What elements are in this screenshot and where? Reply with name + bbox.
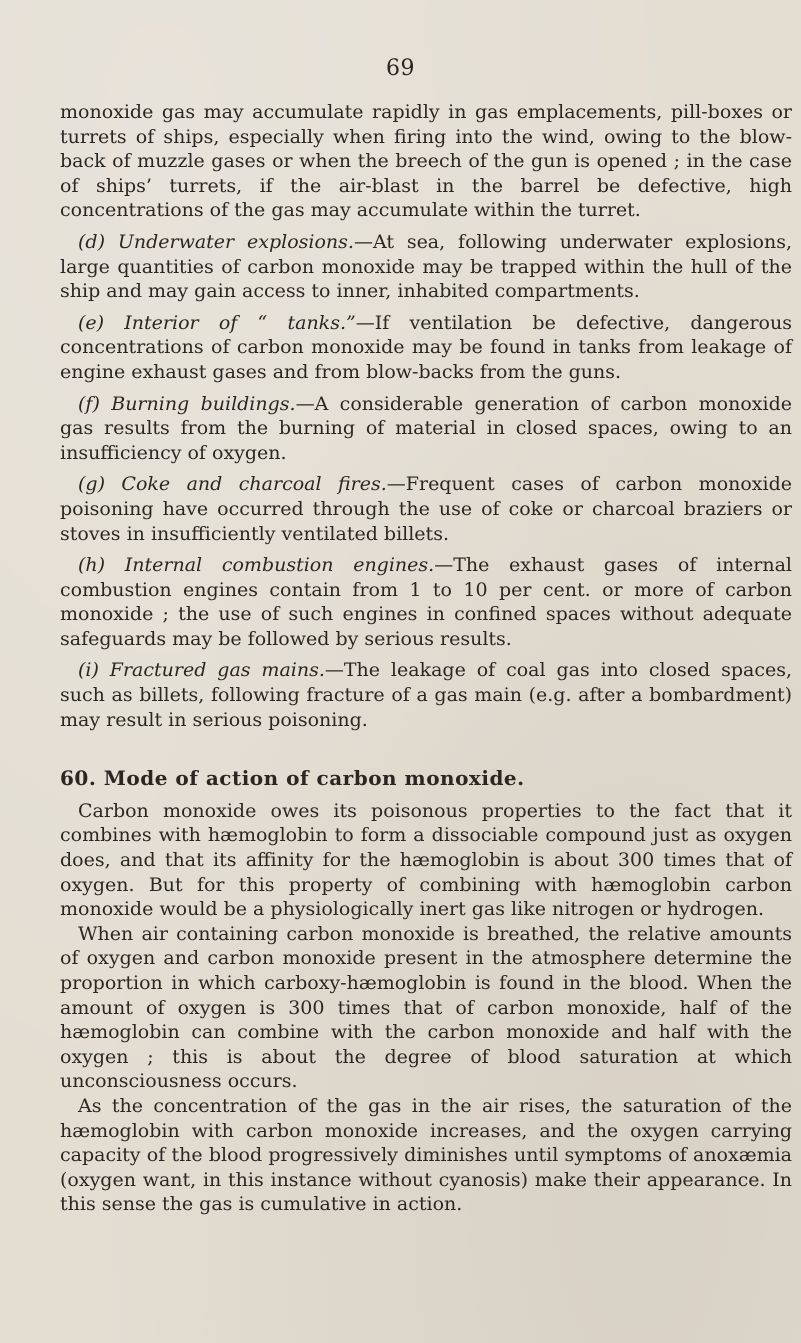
item-lead: (g) Coke and charcoal fires. — [78, 473, 387, 496]
item-lead: (h) Internal combustion engines. — [78, 554, 435, 577]
item-body: —The leakage of coal gas into closed spaces, such as billets, following fracture of a gas main (e.g. after a bombardment) may result in serious poisoning. — [60, 659, 792, 731]
item-lead: (f) Burning buildings. — [78, 392, 296, 415]
item-body: —If ventilation be defective, dangerous concentrations of carbon monoxide may be found in tanks from leakage of engine exhaust gases and from blow-backs from the guns. — [60, 311, 792, 383]
page-number: 69 — [386, 56, 415, 81]
list-item — [60, 553, 792, 651]
opening-paragraph: monoxide gas may accumulate rapidly in gas emplacements, pill-boxes or turrets of ships, especially when firing into the wind, owing to the blow-back of muzzle gases or when the breech of the gun is opened ; in the case of ships’ turrets, if the air-blast in the barrel be defective, high concentrations of the gas may accumulate within the turret. — [60, 101, 792, 222]
list-item — [60, 658, 792, 732]
list-item — [60, 311, 792, 385]
section-heading — [60, 766, 792, 791]
section-number: 60. — [60, 766, 97, 791]
list-item — [60, 392, 792, 466]
section-paragraph: Carbon monoxide owes its poisonous properties to the fact that it combines with hæmoglobin to form a dissociable compound just as oxygen does, and that its affinity for the hæmoglobin is about 300 times that of oxygen. But for this property of combining with hæmoglobin carbon monoxide would be a physiologically inert gas like nitrogen or hydrogen. — [60, 799, 792, 921]
item-body: —A considerable generation of carbon monoxide gas results from the burning of material in closed spaces, owing to an insufficiency of oxygen. — [60, 392, 792, 464]
item-body: —Frequent cases of carbon monoxide poisoning have occurred through the use of coke or charcoal braziers or stoves in insufficiently ventilated billets. — [60, 473, 793, 545]
item-lead: (e) Interior of “ tanks.” — [78, 311, 356, 334]
section-paragraph: When air containing carbon monoxide is breathed, the relative amounts of oxygen and carbon monoxide present in the atmosphere determine the proportion in which carboxy-hæmoglobin is found in the blood. When the amount of oxygen is 300 times that of carbon monoxide, half of the hæmoglobin can combine with the carbon monoxide and half with the oxygen ; this is about the degree of blood saturation at which unconsciousness occurs. — [60, 922, 792, 1093]
list-item — [60, 472, 792, 546]
section-paragraph: As the concentration of the gas in the air rises, the saturation of the hæmoglobin with carbon monoxide increases, and the oxygen carrying capacity of the blood progressively diminishes until symptoms of anoxæmia (oxygen want, in this instance without cyanosis) make their appearance. In this sense the gas is cumulative in action. — [60, 1094, 792, 1216]
item-lead: (i) Fractured gas mains. — [78, 659, 325, 682]
item-lead: (d) Underwater explosions. — [78, 230, 354, 253]
body-text — [60, 100, 792, 1217]
item-body: —At sea, following underwater explosions, large quantities of carbon monoxide may be trapped within the hull of the ship and may gain access to inner, inhabited compartments. — [60, 230, 792, 303]
section-title: Mode of action of carbon monoxide. — [103, 766, 525, 791]
list-item — [60, 230, 792, 304]
item-body: —The exhaust gases of internal combustion engines contain from 1 to 10 per cent. or more of carbon monoxide ; the use of such engines in confined spaces without adequate safeguards may be followed by serious results. — [60, 554, 792, 650]
